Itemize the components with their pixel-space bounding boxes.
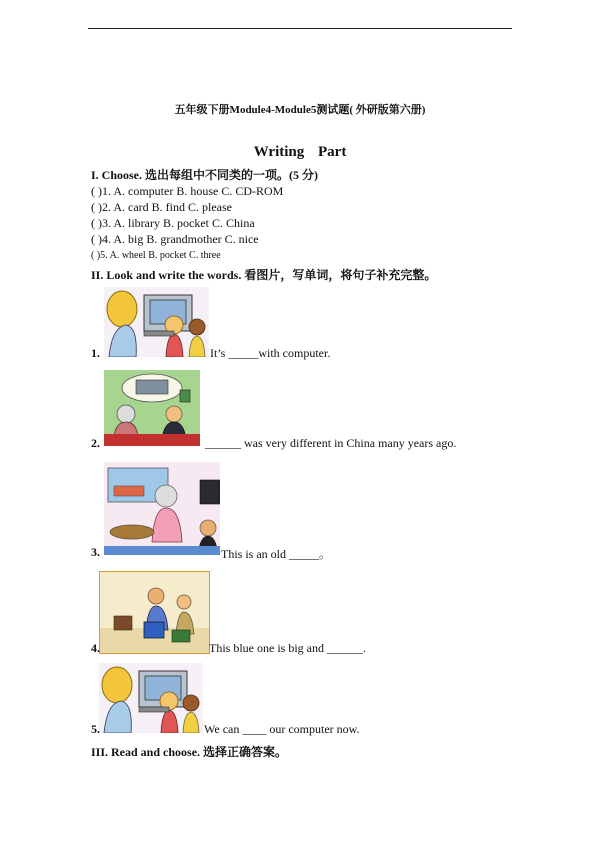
picture-1-computer-scene xyxy=(104,287,209,357)
choice-item-3: ( )3. A. library B. pocket C. China xyxy=(91,216,255,230)
item-number-3: 3. xyxy=(91,545,100,559)
picture-4-bag-shop-scene xyxy=(99,571,210,654)
fill-sentence-2: ______ was very different in China many years ago. xyxy=(205,436,457,450)
picture-3-old-lady-scene xyxy=(104,462,220,555)
page-title: Writing Part xyxy=(253,144,347,160)
section1-heading: I. Choose. 选出每组中不同类的一项。(5 分) xyxy=(91,168,318,182)
choice-item-5: ( )5. A. wheel B. pocket C. three xyxy=(91,250,221,261)
item-number-1: 1. xyxy=(91,346,100,360)
choice-item-2: ( )2. A. card B. find C. please xyxy=(91,200,232,214)
section3-heading: III. Read and choose. 选择正确答案。 xyxy=(91,745,288,759)
choice-item-1: ( )1. A. computer B. house C. CD-ROM xyxy=(91,184,284,198)
item-number-2: 2. xyxy=(91,436,100,450)
item-number-5: 5. xyxy=(91,722,100,736)
choice-item-4: ( )4. A. big B. grandmother C. nice xyxy=(91,232,259,246)
picture-5-computer-scene xyxy=(99,663,203,733)
item-number-4: 4. xyxy=(91,641,100,655)
fill-sentence-3: This is an old _____。 xyxy=(221,547,331,561)
section2-heading: II. Look and write the words. 看图片，写单词，将句子补充完整。 xyxy=(91,268,437,282)
top-rule xyxy=(88,28,512,29)
picture-2-old-china-scene xyxy=(104,370,200,446)
fill-sentence-4: This blue one is big and ______. xyxy=(209,641,366,655)
fill-sentence-5: We can ____ our computer now. xyxy=(204,722,360,736)
fill-sentence-1: It’s _____with computer. xyxy=(210,346,331,360)
document-subtitle: 五年级下册Module4-Module5测试题( 外研版第六册) xyxy=(174,104,426,116)
